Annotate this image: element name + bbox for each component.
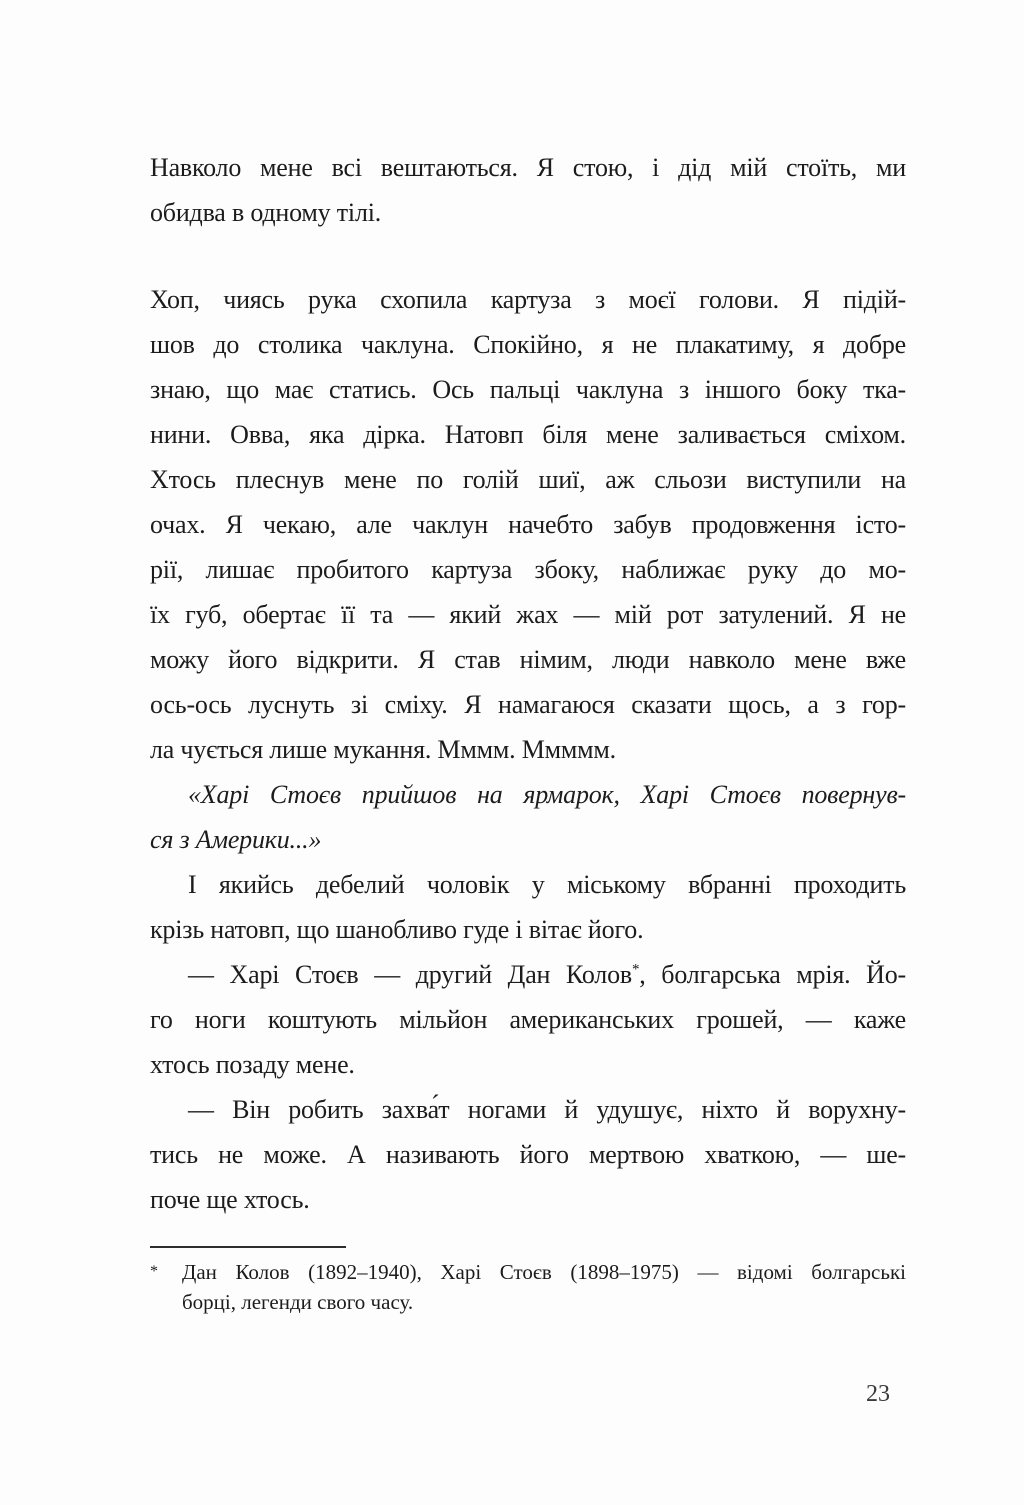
- text-line: [150, 952, 906, 997]
- text-line: нини. Овва, яка дірка. Натовп біля мене заливається сміхом.: [150, 420, 906, 449]
- text-line: рії, лишає пробитого картуза збоку, наближає руку до мо-: [150, 555, 906, 584]
- text-line: очах. Я чекаю, але чаклун начебто забув продовження істо-: [150, 510, 906, 539]
- text-line: знаю, що має статись. Ось пальці чаклуна з іншого боку тка-: [150, 375, 906, 404]
- footnote-marker: *: [150, 1263, 158, 1280]
- text-block: [150, 145, 906, 1222]
- page-number: 23: [866, 1381, 890, 1407]
- text-line: хтось позаду мене.: [150, 1050, 355, 1079]
- text-line: тись не може. А називають його мертвою хваткою, — ше-: [150, 1140, 906, 1169]
- footnote-line: Дан Колов (1892–1940), Харі Стоєв (1898–1975) — відомі болгарські: [182, 1260, 906, 1284]
- text-line: обидва в одному тілі.: [150, 198, 382, 227]
- text-line: поче ще хтось.: [150, 1185, 310, 1214]
- text-line: Хтось плеснув мене по голій шиї, аж сльози виступили на: [150, 465, 906, 494]
- text-line: їх губ, обертає її та — який жах — мій рот затулений. Я не: [150, 600, 906, 629]
- text-line: — Він робить захва́т ногами й удушує, ніхто й ворухну-: [188, 1095, 906, 1124]
- text-line: ла чується лише мукання. Мммм. Ммммм.: [150, 735, 616, 764]
- footnote-rule: [150, 1246, 346, 1248]
- paragraph: [150, 862, 906, 952]
- text-line: «Харі Стоєв прийшов на ярмарок, Харі Стоєв повернув-: [188, 780, 906, 809]
- text-line: шов до столика чаклуна. Спокійно, я не плакатиму, я добре: [150, 330, 906, 359]
- text-line: крізь натовп, що шанобливо гуде і вітає його.: [150, 915, 644, 944]
- paragraph: [150, 145, 906, 235]
- text-segment: , болгарська мрія. Йо-: [639, 960, 906, 989]
- footnote-ref-asterisk: *: [631, 961, 640, 978]
- text-line: Навколо мене всі вештаються. Я стою, і дід мій стоїть, ми: [150, 153, 906, 182]
- paragraph-dialog: [150, 952, 906, 1087]
- paragraph-dialog: [150, 1087, 906, 1222]
- text-line: Хоп, чиясь рука схопила картуза з моєї голови. Я підій-: [150, 285, 906, 314]
- text-line: І якийсь дебелий чоловік у міському вбранні проходить: [188, 870, 906, 899]
- text-line: ся з Америки...»: [150, 825, 322, 854]
- text-segment: — Харі Стоєв — другий Дан Колов: [188, 960, 632, 989]
- paragraph-quote: [150, 772, 906, 862]
- footnote-line: борці, легенди свого часу.: [182, 1290, 414, 1314]
- text-line: ось-ось луснуть зі сміху. Я намагаюся сказати щось, а з гор-: [150, 690, 906, 719]
- text-line: го ноги коштують мільйон американських грошей, — каже: [150, 1005, 906, 1034]
- footnote-text: [182, 1257, 906, 1317]
- footnote-body: [150, 1257, 906, 1317]
- paragraph: [150, 277, 906, 772]
- footnote: [150, 1246, 906, 1317]
- text-line: можу його відкрити. Я став німим, люди навколо мене вже: [150, 645, 906, 674]
